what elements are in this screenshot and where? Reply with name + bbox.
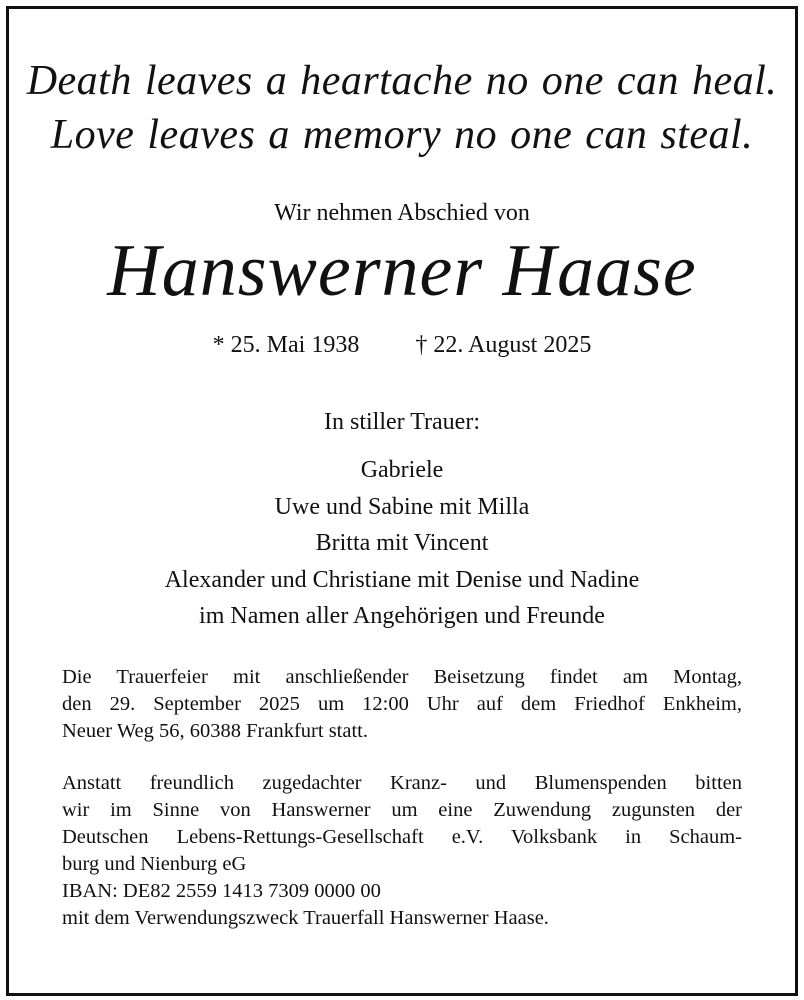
ceremony-paragraph <box>62 664 742 745</box>
ceremony-line: Die Trauerfeier mit anschließender Beisetzung findet am Montag, <box>62 666 742 688</box>
quote-line-1: Death leaves a heartache no one can heal. <box>26 58 778 104</box>
birth-date: * 25. Mai 1938 <box>212 332 360 358</box>
life-dates <box>0 333 804 357</box>
farewell-heading: Wir nehmen Abschied von <box>274 200 530 226</box>
family-member: Gabriele <box>360 457 444 483</box>
quote-line-2: Love leaves a memory no one can steal. <box>50 112 754 158</box>
donation-line: burg und Nienburg eG <box>62 853 247 875</box>
family-list <box>0 455 804 638</box>
mourning-intro: In stiller Trauer: <box>324 409 480 435</box>
donation-line: wir im Sinne von Hanswerner um eine Zuwendung zugunsten der <box>62 799 742 821</box>
family-member: Britta mit Vincent <box>315 530 489 556</box>
ceremony-line: Neuer Weg 56, 60388 Frankfurt statt. <box>62 720 368 742</box>
donation-line: mit dem Verwendungszweck Trauerfall Hanswerner Haase. <box>62 907 549 929</box>
death-date: † 22. August 2025 <box>415 332 592 358</box>
family-member: Uwe und Sabine mit Milla <box>274 493 530 520</box>
family-member: Alexander und Christiane mit Denise und Nadine <box>164 566 640 593</box>
family-member: im Namen aller Angehörigen und Freunde <box>199 603 605 629</box>
deceased-name: Hanswerner Haase <box>107 230 697 312</box>
ceremony-line: den 29. September 2025 um 12:00 Uhr auf dem Friedhof Enkheim, <box>62 693 742 715</box>
donation-line: Deutschen Lebens-Rettungs-Gesellschaft e.V. Volksbank in Schaum- <box>62 826 742 848</box>
donation-paragraph <box>62 770 742 932</box>
donation-line: Anstatt freundlich zugedachter Kranz- und Blumenspenden bitten <box>62 772 742 794</box>
iban-line: IBAN: DE82 2559 1413 7309 0000 00 <box>62 880 381 902</box>
